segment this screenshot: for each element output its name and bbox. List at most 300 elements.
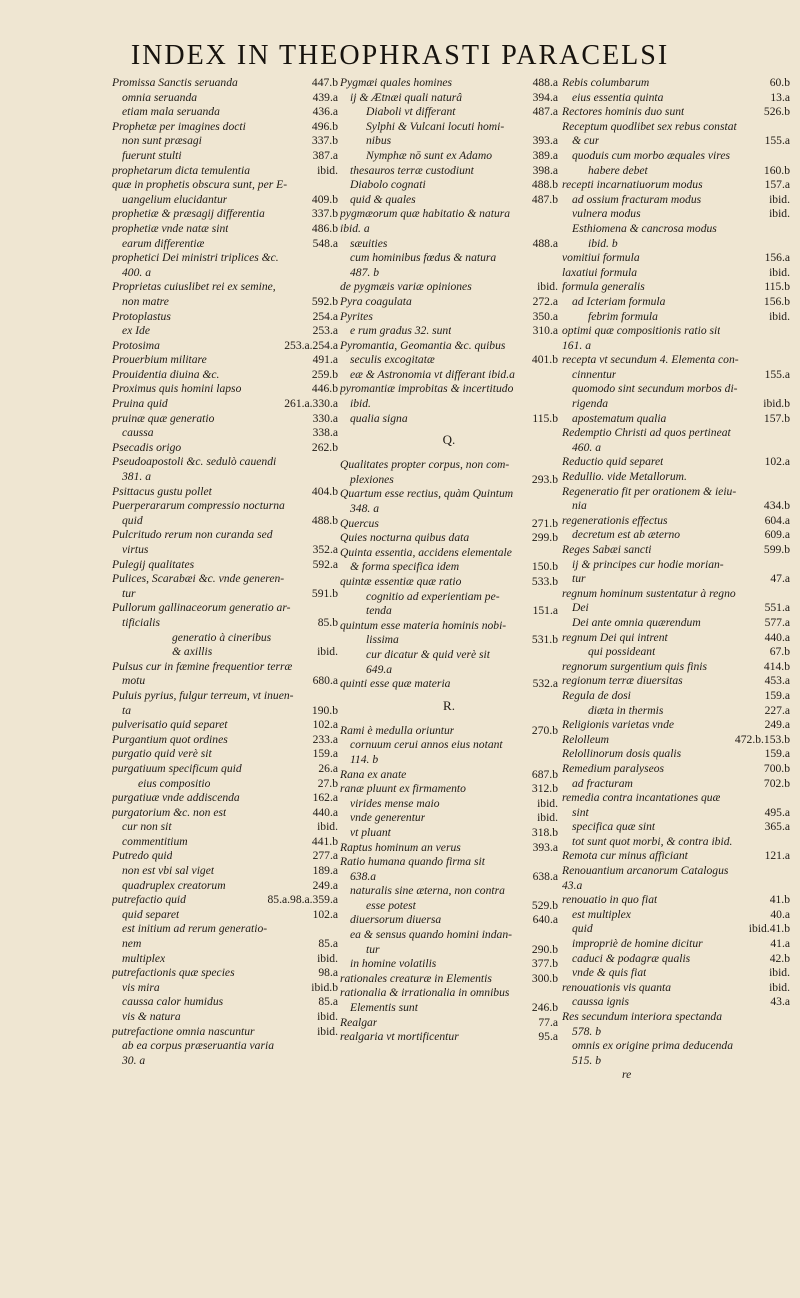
entry-page-ref: 441.b (311, 834, 338, 848)
entry-page-ref: 85.a (318, 995, 338, 1009)
entry-page-ref: 453.a (764, 674, 790, 688)
index-entry (562, 922, 790, 937)
entry-page-ref: 404.b (311, 484, 338, 498)
entry-page-ref: 40.a (770, 907, 790, 921)
index-entry (112, 587, 338, 602)
entry-page-ref: 393.a (532, 840, 558, 854)
entry-page-ref: 533.b (531, 575, 558, 588)
entry-term: prophetici Dei ministri triplices &c. (112, 251, 279, 265)
entry-term: fuerunt stulti (122, 148, 182, 162)
index-entry (112, 908, 338, 923)
entry-page-ref (554, 382, 558, 397)
entry-page-ref: 249.a (312, 878, 338, 892)
entry-term: Dei ante omnia quærendum (572, 615, 701, 629)
entry-term: ea & sensus quando homini indan- (350, 928, 512, 942)
entry-page-ref: 680.a (312, 674, 338, 688)
entry-page-ref (786, 587, 790, 602)
entry-page-ref (554, 266, 558, 281)
entry-term: non sunt præsagi (122, 134, 202, 148)
index-entry (562, 893, 790, 908)
index-entry (562, 631, 790, 646)
entry-term: Prouerbium militare (112, 353, 207, 367)
index-entry (340, 1030, 558, 1045)
index-entry (340, 855, 558, 870)
entry-page-ref: 277.a (312, 849, 338, 863)
entry-term: Ratio humana quando firma sit (340, 855, 485, 869)
index-entry (112, 120, 338, 135)
entry-term: qui possideant (588, 645, 656, 659)
entry-term: lissima (366, 633, 399, 647)
entry-page-ref: 488.a (532, 76, 558, 89)
entry-term: putrefactionis quæ species (112, 966, 235, 980)
entry-term: tur (572, 572, 586, 586)
entry-page-ref: 254.a (312, 309, 338, 323)
entry-page-ref (786, 324, 790, 339)
index-entry (112, 514, 338, 529)
entry-page-ref: 310.a (532, 324, 558, 338)
index-entry (112, 806, 338, 821)
entry-term: earum differentiæ (122, 236, 205, 250)
index-entry (562, 134, 790, 149)
index-entry (562, 864, 790, 879)
entry-page-ref: ibid. (769, 966, 790, 980)
entry-page-ref: 700.b (763, 761, 790, 775)
index-entry (340, 76, 558, 91)
entry-term: vnde generentur (350, 811, 426, 825)
index-entry (340, 590, 558, 605)
entry-page-ref: 591.b (311, 586, 338, 600)
index-entry (562, 747, 790, 762)
index-entry (562, 791, 790, 806)
index-column-3 (562, 76, 790, 1083)
entry-page-ref (334, 280, 338, 295)
entry-term: quæ in prophetis obscura sunt, per E- (112, 178, 288, 192)
entry-term: tot sunt quot morbi, & contra ibid. (572, 834, 733, 848)
entry-page-ref (786, 879, 790, 894)
index-entry (112, 339, 338, 354)
index-entry (340, 619, 558, 634)
entry-term: 487. b (350, 265, 379, 279)
index-entry (340, 560, 558, 575)
index-entry (112, 733, 338, 748)
entry-page-ref (554, 222, 558, 237)
entry-term: Religionis varietas vnde (562, 718, 675, 732)
entry-term: virtus (122, 543, 149, 556)
entry-page-ref (334, 499, 338, 514)
entry-page-ref: 687.b (531, 767, 558, 781)
entry-term: ad ossium fracturam modus (572, 192, 702, 206)
entry-page-ref (554, 855, 558, 870)
entry-term: prophetiæ & præsagij differentia (112, 207, 265, 221)
index-entry (562, 981, 790, 996)
entry-term: ij & Ætnæi quali naturâ (350, 90, 463, 104)
entry-term: quid (122, 513, 143, 527)
index-entry (340, 280, 558, 295)
entry-page-ref (554, 753, 558, 768)
entry-term: ibid. a (340, 221, 370, 235)
index-entry (340, 663, 558, 678)
index-entry (562, 966, 790, 981)
index-entry (112, 777, 338, 792)
entry-page-ref (554, 986, 558, 1001)
entry-page-ref: 531.b (531, 633, 558, 647)
entry-page-ref (786, 222, 790, 237)
entry-page-ref: 609.a (764, 528, 790, 542)
index-entry (562, 441, 790, 456)
entry-term: pygmæorum quæ habitatio & natura (340, 207, 511, 221)
entry-term: regnum hominum sustentatur à regno (562, 586, 736, 600)
entry-page-ref: 42.b (769, 951, 790, 965)
entry-page-ref: 702.b (763, 776, 790, 790)
entry-page-ref: 47.a (770, 572, 790, 586)
entry-term: quid separet (122, 907, 180, 921)
index-entry (112, 397, 338, 412)
entry-page-ref: 409.b (311, 192, 338, 206)
entry-term: ranæ pluunt ex firmamento (340, 782, 466, 796)
index-entry (340, 1001, 558, 1016)
index-entry (562, 324, 790, 339)
entry-term: 515. b (572, 1053, 601, 1067)
entry-term: 638.a (350, 869, 377, 883)
entry-page-ref: 246.b (531, 1001, 558, 1015)
entry-term: 30. a (122, 1053, 146, 1067)
entry-term: Prouidentia diuina &c. (112, 367, 220, 381)
index-entry (340, 517, 558, 532)
entry-term: Sylphi & Vulcani locuti homi- (366, 119, 505, 133)
entry-term: ad Icteriam formula (572, 294, 666, 308)
entry-term: Pullorum gallinaceorum generatio ar- (112, 601, 291, 615)
entry-page-ref (786, 1010, 790, 1025)
entry-term: 161. a (562, 338, 591, 352)
index-entry (340, 768, 558, 783)
index-entry (562, 1068, 790, 1083)
entry-page-ref: 434.b (763, 499, 790, 513)
index-entry (112, 704, 338, 719)
entry-page-ref: 488.b (531, 178, 558, 192)
entry-page-ref (554, 590, 558, 605)
index-entry (340, 178, 558, 193)
entry-page-ref: 159.a (764, 747, 790, 761)
index-entry (340, 353, 558, 368)
entry-term: cognitio ad experientiam pe- (366, 589, 500, 603)
entry-page-ref: 599.b (763, 543, 790, 556)
index-entry (340, 986, 558, 1001)
entry-term: 578. b (572, 1024, 601, 1038)
entry-term: Qualitates propter corpus, non com- (340, 458, 510, 472)
entry-page-ref (334, 689, 338, 704)
index-entry (562, 543, 790, 558)
entry-term: ab ea corpus præseruantia varia (122, 1039, 275, 1053)
entry-page-ref (554, 251, 558, 266)
index-entry (112, 966, 338, 981)
entry-page-ref: 446.b (311, 382, 338, 396)
entry-page-ref (786, 1068, 790, 1083)
entry-term: purgatio quid verè sit (112, 747, 212, 761)
entry-term: ibid. b (588, 236, 618, 250)
index-entry (112, 266, 338, 281)
entry-page-ref: 27.b (317, 776, 338, 790)
index-entry (562, 105, 790, 120)
entry-page-ref (334, 455, 338, 470)
entry-page-ref (554, 738, 558, 753)
index-entry (562, 193, 790, 208)
entry-page-ref: 272.a (532, 294, 558, 308)
entry-term: remedia contra incantationes quæ (562, 791, 721, 805)
index-entry (112, 1054, 338, 1069)
entry-term: de pygmæis variæ opiniones (340, 280, 472, 294)
index-entry (340, 531, 558, 546)
entry-term: ex Ide (122, 324, 150, 338)
index-entry (112, 382, 338, 397)
index-entry (562, 645, 790, 660)
index-entry (562, 514, 790, 529)
entry-term: prophetiæ vnde natæ sint (112, 221, 229, 235)
entry-term: Quercus (340, 516, 379, 530)
index-entry (112, 660, 338, 675)
entry-page-ref (334, 601, 338, 616)
entry-term: febrim formula (588, 309, 658, 323)
entry-page-ref (334, 528, 338, 543)
entry-term: commentitium (122, 834, 188, 848)
section-heading-r: R. (443, 697, 455, 713)
entry-term: caduci & podagræ qualis (572, 951, 691, 965)
entry-page-ref: 293.b (531, 472, 558, 486)
entry-page-ref: ibid. (317, 645, 338, 659)
entry-page-ref: 85.a.98.a.359.a (267, 893, 338, 907)
index-entry (562, 207, 790, 222)
entry-page-ref: ibid. (317, 820, 338, 834)
entry-page-ref (786, 791, 790, 806)
entry-page-ref: 337.b (311, 207, 338, 221)
entry-term: Pulegij qualitates (112, 557, 195, 571)
entry-term: Reductio quid separet (562, 455, 664, 469)
entry-term: Pulices, Scarabæi &c. vnde generen- (112, 572, 285, 586)
entry-page-ref (334, 922, 338, 937)
entry-term: ibid. (350, 397, 371, 411)
section-heading-q: Q. (442, 432, 456, 448)
entry-page-ref: 259.b (311, 367, 338, 381)
entry-page-ref: 447.b (311, 76, 338, 89)
entry-term: vnde & quis fiat (572, 966, 647, 980)
entry-term: realgaria vt mortificentur (340, 1030, 459, 1044)
entry-term: cornuum cerui annos eius notant (350, 738, 503, 752)
entry-term: Psecadis origo (112, 440, 182, 454)
index-entry (340, 724, 558, 739)
entry-page-ref: 640.a (532, 913, 558, 927)
index-column-2 (340, 76, 558, 1045)
entry-page-ref: 253.a (312, 324, 338, 338)
index-entry (562, 1010, 790, 1025)
entry-term: plexiones (350, 472, 394, 486)
entry-page-ref: 496.b (311, 119, 338, 133)
entry-term: Pygmæi quales homines (340, 76, 453, 89)
entry-page-ref (786, 558, 790, 573)
entry-page-ref: 491.a (312, 353, 338, 367)
entry-page-ref: 233.a (312, 732, 338, 746)
entry-term: ad fracturam (572, 776, 633, 790)
entry-page-ref (786, 864, 790, 879)
entry-term: omnis ex origine prima deducenda (572, 1039, 733, 1053)
entry-term: non matre (122, 294, 169, 308)
entry-page-ref: 394.a (532, 90, 558, 104)
index-entry (340, 633, 558, 648)
index-entry (562, 339, 790, 354)
index-entry (112, 747, 338, 762)
index-entry (112, 922, 338, 937)
index-entry (112, 893, 338, 908)
index-entry (562, 76, 790, 91)
index-entry (562, 572, 790, 587)
index-entry (340, 546, 558, 561)
entry-term: tenda (366, 604, 392, 618)
index-entry (112, 105, 338, 120)
index-entry (340, 738, 558, 753)
index-entry (112, 879, 338, 894)
entry-term: Rami è medulla oriuntur (340, 723, 455, 737)
index-entry (112, 193, 338, 208)
index-entry (112, 368, 338, 383)
entry-page-ref: 102.a (312, 907, 338, 921)
entry-term: vulnera modus (572, 207, 641, 221)
entry-page-ref (786, 1039, 790, 1054)
entry-term: cinnentur (572, 367, 617, 381)
entry-term: multiplex (122, 951, 166, 965)
index-entry (112, 149, 338, 164)
entry-term: putrefactio quid (112, 893, 186, 907)
entry-term: Regeneratio fit per orationem & ieiu- (562, 484, 737, 498)
index-entry (562, 849, 790, 864)
index-entry (112, 645, 338, 660)
index-entry (340, 502, 558, 517)
index-entry (112, 485, 338, 500)
entry-page-ref (786, 470, 790, 485)
entry-page-ref: 488.a (532, 236, 558, 250)
entry-term: renouationis vis quanta (562, 980, 672, 994)
index-entry (340, 782, 558, 797)
entry-page-ref: 352.a (312, 543, 338, 556)
index-entry (340, 811, 558, 826)
index-entry (562, 266, 790, 281)
entry-page-ref (554, 648, 558, 663)
entry-term: recepti incarnatiuorum modus (562, 178, 703, 192)
entry-page-ref: 160.b (763, 163, 790, 177)
index-entry (340, 120, 558, 135)
entry-term: e rum gradus 32. sunt (350, 324, 452, 338)
entry-term: putrefactione omnia nascuntur (112, 1024, 255, 1038)
entry-term: specifica quæ sint (572, 820, 656, 834)
entry-term: motu (122, 674, 146, 688)
entry-page-ref (554, 368, 558, 383)
index-entry (562, 382, 790, 397)
entry-term: qualia signa (350, 411, 408, 425)
entry-page-ref (334, 1039, 338, 1054)
entry-term: quintæ essentiæ quæ ratio (340, 575, 462, 588)
entry-term: Proximus quis homini lapso (112, 382, 242, 396)
index-entry (340, 884, 558, 899)
index-entry (562, 353, 790, 368)
index-entry (112, 995, 338, 1010)
entry-page-ref: ibid. (317, 1010, 338, 1023)
entry-term: Elementis sunt (350, 1001, 418, 1015)
index-entry (340, 310, 558, 325)
entry-page-ref: 401.b (531, 353, 558, 367)
entry-page-ref: 526.b (763, 105, 790, 119)
entry-page-ref: 638.a (532, 869, 558, 883)
index-entry (340, 207, 558, 222)
entry-page-ref: 532.a (532, 677, 558, 691)
index-entry (340, 412, 558, 427)
entry-term: tur (366, 942, 380, 956)
entry-term: laxatiui formula (562, 265, 638, 279)
entry-page-ref: 151.a (532, 604, 558, 618)
entry-page-ref: 115.b (764, 280, 790, 294)
index-entry (340, 295, 558, 310)
entry-term: quadruplex creatorum (122, 878, 226, 892)
entry-page-ref: ibid.b (311, 980, 338, 994)
entry-term: caussa calor humidus (122, 995, 224, 1009)
entry-page-ref: 487.b (531, 192, 558, 206)
entry-term: Reges Sabæi sancti (562, 543, 652, 556)
entry-page-ref (554, 928, 558, 943)
entry-term: virides mense maio (350, 796, 440, 810)
index-entry (112, 237, 338, 252)
entry-page-ref: 77.a (538, 1015, 558, 1029)
entry-term: Promissa Sanctis seruanda (112, 76, 238, 89)
entry-page-ref: 189.a (312, 864, 338, 878)
index-entry (562, 1039, 790, 1054)
entry-term: re (622, 1068, 632, 1082)
entry-page-ref: 377.b (531, 957, 558, 971)
entry-term: Quies nocturna quibus data (340, 531, 470, 545)
index-entry (340, 368, 558, 383)
entry-page-ref: 577.a (764, 615, 790, 629)
entry-term: etiam mala seruanda (122, 105, 220, 119)
entry-term: Prophetæ per imagines docti (112, 119, 246, 133)
entry-term: Receptum quodlibet sex rebus constat (562, 119, 737, 133)
entry-term: cur dicatur & quid verè sit (366, 647, 490, 661)
entry-page-ref (334, 470, 338, 485)
entry-page-ref: ibid. (537, 796, 558, 810)
entry-term: diuersorum diuersa (350, 913, 442, 927)
index-entry (562, 499, 790, 514)
entry-page-ref: ibid. (769, 192, 790, 206)
entry-term: vis mira (122, 980, 160, 994)
entry-page-ref: 495.a (764, 805, 790, 819)
entry-term: quid (572, 922, 593, 936)
entry-page-ref (786, 835, 790, 850)
entry-term: Pruina quid (112, 397, 168, 411)
index-entry (112, 1039, 338, 1054)
entry-page-ref: 253.a.254.a (284, 338, 338, 352)
entry-page-ref: 592.b (311, 294, 338, 308)
index-entry (562, 718, 790, 733)
entry-term: Puerperararum compressio nocturna (112, 499, 285, 513)
entry-term: purgatiuæ vnde addiscenda (112, 791, 240, 805)
index-entry (340, 193, 558, 208)
entry-page-ref: 486.b (311, 221, 338, 235)
index-entry (562, 952, 790, 967)
entry-page-ref (554, 458, 558, 473)
entry-page-ref (334, 266, 338, 281)
index-entry (562, 280, 790, 295)
index-entry (562, 995, 790, 1010)
entry-page-ref: ibid. (537, 811, 558, 825)
entry-page-ref: 488.b (311, 513, 338, 527)
entry-page-ref: ibid. (769, 265, 790, 279)
index-entry (562, 426, 790, 441)
entry-term: regnorum surgentium quis finis (562, 659, 708, 673)
index-entry (562, 295, 790, 310)
